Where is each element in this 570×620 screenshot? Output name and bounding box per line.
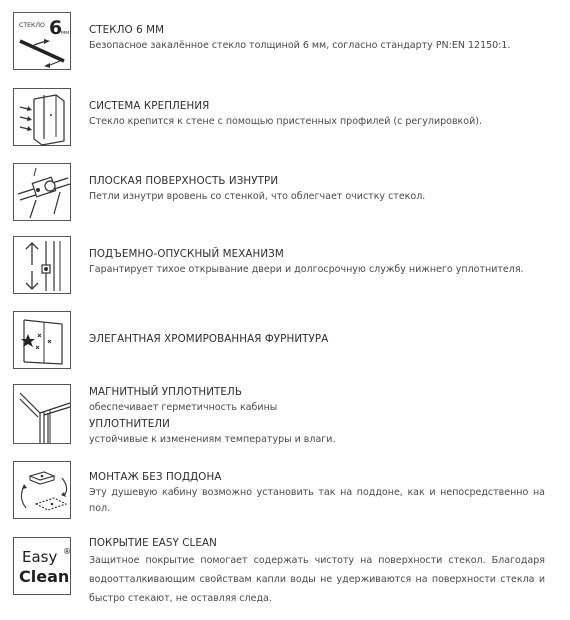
svg-text:6: 6 [49,17,63,39]
svg-text:Clean: Clean [19,567,70,586]
mounting-system-icon [13,88,71,146]
feature-title: МАГНИТНЫЙ УПЛОТНИТЕЛЬ [89,386,243,398]
feature-subdescription: устойчивые к изменениям температуры и влаги. [89,434,336,445]
feature-description: Петли изнутри вровень со стенкой, что облегчает очистку стекол. [89,191,426,202]
feature-title: ЭЛЕГАНТНАЯ ХРОМИРОВАННАЯ ФУРНИТУРА [89,333,329,345]
feature-description: Эту душевую кабину возможно установить так на поддоне, как и непосредственно на пол. [89,487,545,514]
feature-title: СТЕКЛО 6 ММ [89,24,165,36]
feature-title: ПОКРЫТИЕ EASY CLEAN [89,537,217,549]
glass-thickness-icon [13,12,71,70]
feature-description: Стекло крепится к стене с помощью пристенных профилей (с регулировкой). [89,116,483,127]
flat-hinge-icon [13,163,71,221]
chrome-fittings-icon [13,311,71,369]
svg-text:Easy: Easy [22,548,58,566]
feature-subtitle: УПЛОТНИТЕЛИ [89,418,170,430]
magnetic-seal-icon [13,384,71,444]
svg-text:®: ® [63,547,71,556]
feature-title: ПЛОСКАЯ ПОВЕРХНОСТЬ ИЗНУТРИ [89,175,279,187]
feature-title: ПОДЪЕМНО-ОПУСКНЫЙ МЕХАНИЗМ [89,248,284,260]
svg-text:мм: мм [61,30,70,36]
feature-description: Безопасное закалённое стекло толщиной 6 мм, согласно стандарту PN:EN 12150:1. [89,40,511,51]
no-tray-install-icon [13,461,71,519]
feature-title: СИСТЕМА КРЕПЛЕНИЯ [89,100,210,112]
svg-text:СТЕКЛО: СТЕКЛО [19,22,45,29]
feature-description: обеспечивает герметичность кабины [89,402,278,413]
lift-mechanism-icon [13,236,71,294]
feature-description: Защитное покрытие помогает содержать чистоту на поверхности стекол. Благодаря водоотталкивающим свойствам капли воды не удерживаются на поверхности стекла и быстро стекают, не оставляя следа. [89,555,545,604]
feature-title: МОНТАЖ БЕЗ ПОДДОНА [89,471,222,483]
feature-description: Гарантирует тихое открывание двери и долгосрочную службу нижнего уплотнителя. [89,264,524,275]
easy-clean-icon [13,537,71,595]
